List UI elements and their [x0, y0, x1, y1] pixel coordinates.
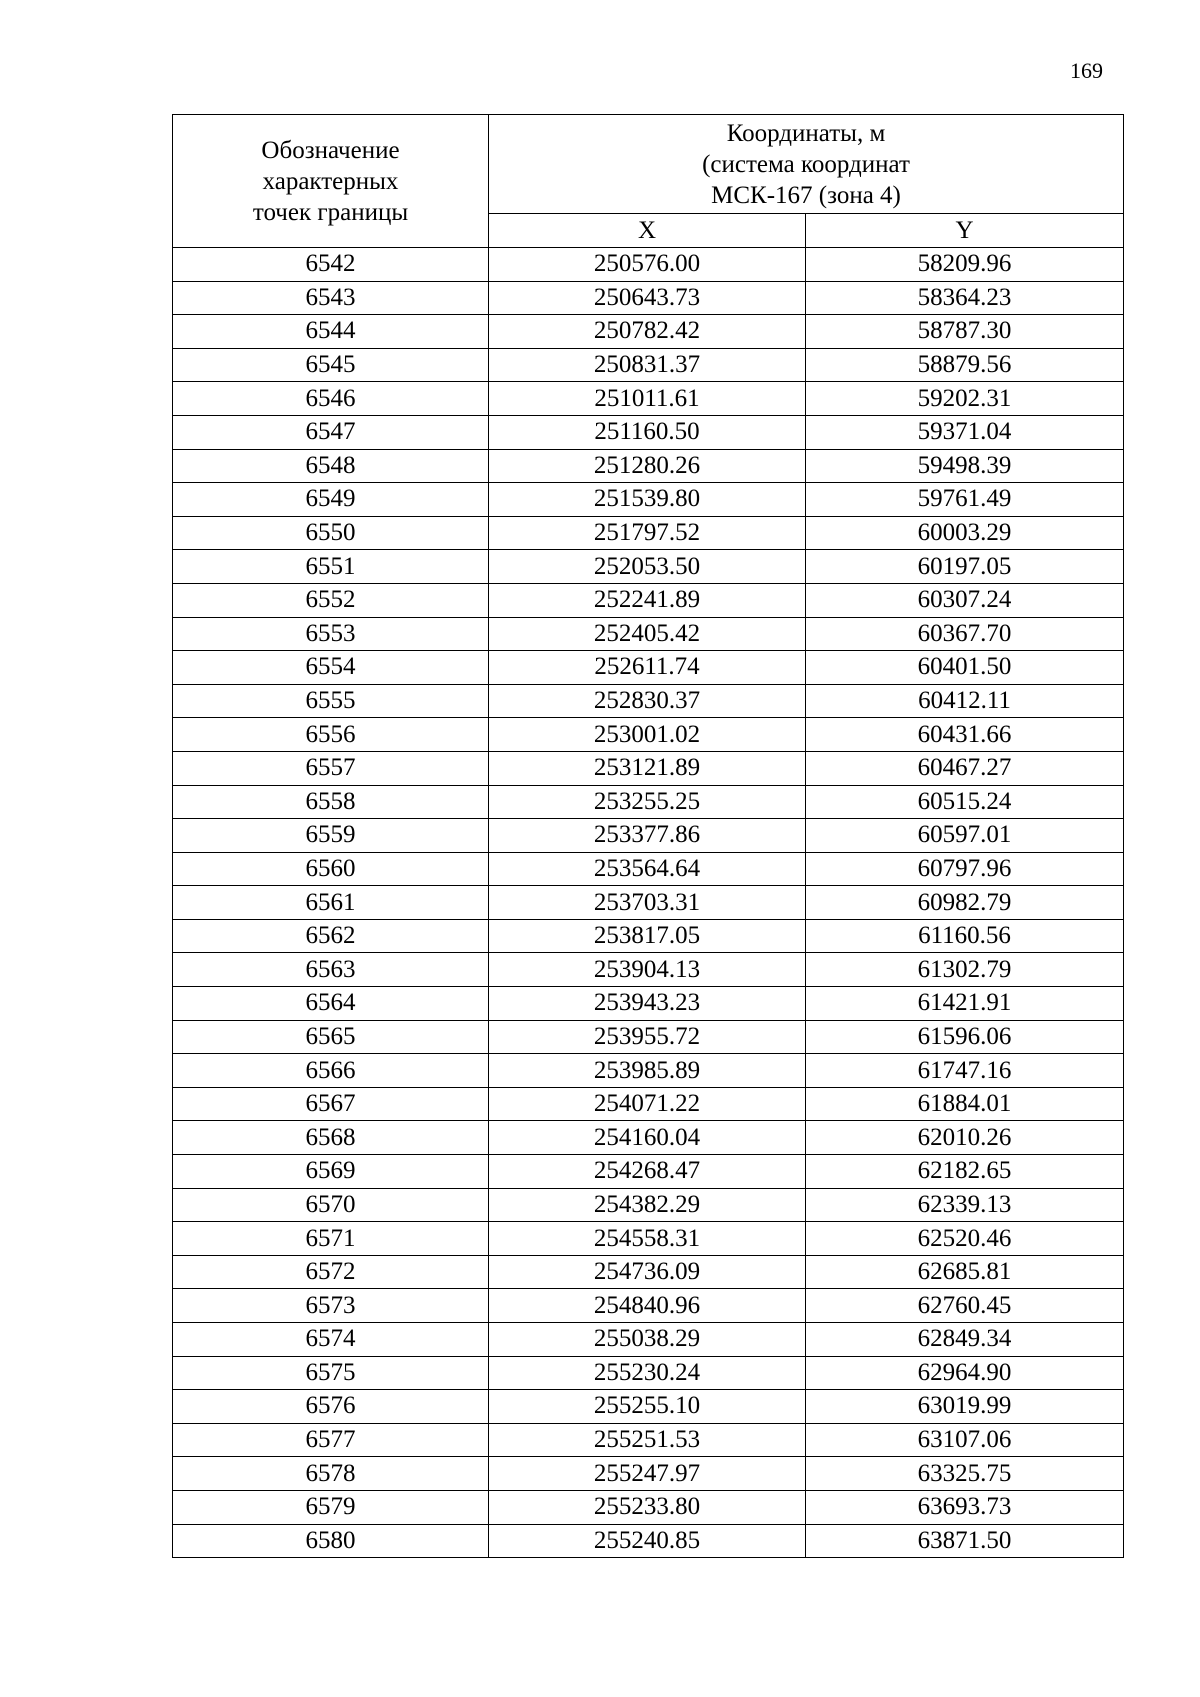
- table-row: [173, 684, 1124, 718]
- y-coordinate-cell: 60412.11: [806, 684, 1124, 718]
- point-id-cell: 6580: [173, 1524, 489, 1558]
- table-row: [173, 1423, 1124, 1457]
- point-id-cell: 6563: [173, 953, 489, 987]
- table-row: [173, 1323, 1124, 1357]
- y-coordinate-cell: 62685.81: [806, 1255, 1124, 1289]
- coordinates-group-header: [489, 115, 1124, 214]
- x-coordinate-cell: 253985.89: [489, 1054, 806, 1088]
- y-coordinate-cell: 60597.01: [806, 819, 1124, 853]
- y-coordinate-cell: 62760.45: [806, 1289, 1124, 1323]
- y-coordinate-cell: 58879.56: [806, 348, 1124, 382]
- x-coordinate-cell: 250643.73: [489, 281, 806, 315]
- table-row: [173, 248, 1124, 282]
- coords-header-line-1: Координаты, м: [726, 119, 886, 147]
- point-header-line-1: Обозначение: [261, 136, 400, 164]
- y-coordinate-cell: 62182.65: [806, 1155, 1124, 1189]
- x-coordinate-cell: 252611.74: [489, 651, 806, 685]
- x-coordinate-cell: 254382.29: [489, 1188, 806, 1222]
- y-coordinate-cell: 61421.91: [806, 987, 1124, 1021]
- point-id-cell: 6550: [173, 516, 489, 550]
- point-id-cell: 6542: [173, 248, 489, 282]
- x-coordinate-cell: 253255.25: [489, 785, 806, 819]
- point-id-cell: 6565: [173, 1020, 489, 1054]
- point-id-cell: 6556: [173, 718, 489, 752]
- table-row: [173, 315, 1124, 349]
- y-coordinate-cell: 62849.34: [806, 1323, 1124, 1357]
- point-id-cell: 6548: [173, 449, 489, 483]
- point-id-cell: 6574: [173, 1323, 489, 1357]
- x-coordinate-cell: 253904.13: [489, 953, 806, 987]
- table-row: [173, 348, 1124, 382]
- table-row: [173, 987, 1124, 1021]
- table-row: [173, 1222, 1124, 1256]
- point-id-cell: 6552: [173, 583, 489, 617]
- point-id-cell: 6562: [173, 919, 489, 953]
- point-id-cell: 6573: [173, 1289, 489, 1323]
- point-designation-header: [173, 115, 489, 248]
- x-coordinate-cell: 255240.85: [489, 1524, 806, 1558]
- table-row: [173, 953, 1124, 987]
- point-id-cell: 6554: [173, 651, 489, 685]
- x-coordinate-cell: 250831.37: [489, 348, 806, 382]
- x-coordinate-cell: 254558.31: [489, 1222, 806, 1256]
- y-coordinate-cell: 63107.06: [806, 1423, 1124, 1457]
- table-row: [173, 483, 1124, 517]
- point-id-cell: 6570: [173, 1188, 489, 1222]
- y-coordinate-cell: 60515.24: [806, 785, 1124, 819]
- x-coordinate-cell: 254840.96: [489, 1289, 806, 1323]
- x-coordinate-cell: 255251.53: [489, 1423, 806, 1457]
- table-row: [173, 1188, 1124, 1222]
- table-row: [173, 651, 1124, 685]
- point-header-line-3: точек границы: [252, 198, 409, 226]
- table-row: [173, 1121, 1124, 1155]
- table-row: [173, 1457, 1124, 1491]
- y-coordinate-cell: 61160.56: [806, 919, 1124, 953]
- x-coordinate-cell: 253564.64: [489, 852, 806, 886]
- point-id-cell: 6549: [173, 483, 489, 517]
- point-id-cell: 6559: [173, 819, 489, 853]
- y-coordinate-cell: 61884.01: [806, 1087, 1124, 1121]
- y-coordinate-cell: 59371.04: [806, 415, 1124, 449]
- x-coordinate-cell: 251160.50: [489, 415, 806, 449]
- y-coordinate-cell: 60797.96: [806, 852, 1124, 886]
- coords-header-line-3: МСК-167 (зона 4): [711, 181, 901, 209]
- table-row: [173, 281, 1124, 315]
- point-id-cell: 6561: [173, 886, 489, 920]
- table-row: [173, 1289, 1124, 1323]
- table-row: [173, 449, 1124, 483]
- point-id-cell: 6543: [173, 281, 489, 315]
- x-coordinate-cell: 255255.10: [489, 1390, 806, 1424]
- x-coordinate-cell: 251011.61: [489, 382, 806, 416]
- y-coordinate-cell: 63325.75: [806, 1457, 1124, 1491]
- x-coordinate-cell: 252241.89: [489, 583, 806, 617]
- coords-header-line-2: (система координат: [702, 150, 910, 178]
- point-id-cell: 6566: [173, 1054, 489, 1088]
- table-row: [173, 886, 1124, 920]
- y-column-header: Y: [806, 214, 1124, 248]
- table-row: [173, 1054, 1124, 1088]
- x-coordinate-cell: 253377.86: [489, 819, 806, 853]
- y-coordinate-cell: 60197.05: [806, 550, 1124, 584]
- x-coordinate-cell: 253703.31: [489, 886, 806, 920]
- table-row: [173, 1155, 1124, 1189]
- point-id-cell: 6576: [173, 1390, 489, 1424]
- point-id-cell: 6560: [173, 852, 489, 886]
- point-id-cell: 6569: [173, 1155, 489, 1189]
- x-coordinate-cell: 251797.52: [489, 516, 806, 550]
- table-row: [173, 1255, 1124, 1289]
- table-row: [173, 1087, 1124, 1121]
- x-coordinate-cell: 251280.26: [489, 449, 806, 483]
- point-id-cell: 6578: [173, 1457, 489, 1491]
- y-coordinate-cell: 59498.39: [806, 449, 1124, 483]
- y-coordinate-cell: 58209.96: [806, 248, 1124, 282]
- table-row: [173, 718, 1124, 752]
- y-coordinate-cell: 59202.31: [806, 382, 1124, 416]
- point-id-cell: 6577: [173, 1423, 489, 1457]
- x-coordinate-cell: 255247.97: [489, 1457, 806, 1491]
- table-row: [173, 1524, 1124, 1558]
- x-coordinate-cell: 253955.72: [489, 1020, 806, 1054]
- y-coordinate-cell: 62010.26: [806, 1121, 1124, 1155]
- point-id-cell: 6553: [173, 617, 489, 651]
- point-id-cell: 6571: [173, 1222, 489, 1256]
- y-coordinate-cell: 60401.50: [806, 651, 1124, 685]
- y-coordinate-cell: 60307.24: [806, 583, 1124, 617]
- x-coordinate-cell: 252405.42: [489, 617, 806, 651]
- table-row: [173, 583, 1124, 617]
- y-coordinate-cell: 60431.66: [806, 718, 1124, 752]
- y-coordinate-cell: 61747.16: [806, 1054, 1124, 1088]
- y-coordinate-cell: 60467.27: [806, 751, 1124, 785]
- y-coordinate-cell: 62964.90: [806, 1356, 1124, 1390]
- point-id-cell: 6545: [173, 348, 489, 382]
- x-coordinate-cell: 255233.80: [489, 1490, 806, 1524]
- table-row: [173, 1020, 1124, 1054]
- table-row: [173, 1390, 1124, 1424]
- y-coordinate-cell: 62520.46: [806, 1222, 1124, 1256]
- x-coordinate-cell: 252053.50: [489, 550, 806, 584]
- x-coordinate-cell: 253943.23: [489, 987, 806, 1021]
- table-row: [173, 550, 1124, 584]
- point-id-cell: 6546: [173, 382, 489, 416]
- table-row: [173, 919, 1124, 953]
- x-coordinate-cell: 254736.09: [489, 1255, 806, 1289]
- point-id-cell: 6558: [173, 785, 489, 819]
- y-coordinate-cell: 60003.29: [806, 516, 1124, 550]
- table-row: [173, 751, 1124, 785]
- table-header-row: [173, 115, 1124, 214]
- point-id-cell: 6567: [173, 1087, 489, 1121]
- point-id-cell: 6547: [173, 415, 489, 449]
- x-coordinate-cell: 250782.42: [489, 315, 806, 349]
- x-coordinate-cell: 253001.02: [489, 718, 806, 752]
- point-id-cell: 6564: [173, 987, 489, 1021]
- x-coordinate-cell: 254071.22: [489, 1087, 806, 1121]
- point-id-cell: 6568: [173, 1121, 489, 1155]
- x-coordinate-cell: 255038.29: [489, 1323, 806, 1357]
- point-id-cell: 6575: [173, 1356, 489, 1390]
- point-id-cell: 6544: [173, 315, 489, 349]
- y-coordinate-cell: 62339.13: [806, 1188, 1124, 1222]
- table-row: [173, 1490, 1124, 1524]
- coordinates-table: [172, 114, 1124, 1558]
- x-coordinate-cell: 255230.24: [489, 1356, 806, 1390]
- point-id-cell: 6572: [173, 1255, 489, 1289]
- point-id-cell: 6579: [173, 1490, 489, 1524]
- y-coordinate-cell: 58364.23: [806, 281, 1124, 315]
- x-coordinate-cell: 250576.00: [489, 248, 806, 282]
- y-coordinate-cell: 63693.73: [806, 1490, 1124, 1524]
- y-coordinate-cell: 61302.79: [806, 953, 1124, 987]
- page-number: 169: [1070, 58, 1103, 83]
- point-id-cell: 6551: [173, 550, 489, 584]
- x-coordinate-cell: 254160.04: [489, 1121, 806, 1155]
- y-coordinate-cell: 60367.70: [806, 617, 1124, 651]
- y-coordinate-cell: 60982.79: [806, 886, 1124, 920]
- y-coordinate-cell: 61596.06: [806, 1020, 1124, 1054]
- y-coordinate-cell: 63871.50: [806, 1524, 1124, 1558]
- table-row: [173, 785, 1124, 819]
- table-row: [173, 819, 1124, 853]
- table-row: [173, 415, 1124, 449]
- x-coordinate-cell: 253121.89: [489, 751, 806, 785]
- x-coordinate-cell: 252830.37: [489, 684, 806, 718]
- x-coordinate-cell: 253817.05: [489, 919, 806, 953]
- point-id-cell: 6555: [173, 684, 489, 718]
- x-coordinate-cell: 254268.47: [489, 1155, 806, 1189]
- table-row: [173, 617, 1124, 651]
- x-column-header: X: [489, 214, 806, 248]
- table-body: [173, 248, 1124, 1558]
- point-id-cell: 6557: [173, 751, 489, 785]
- x-coordinate-cell: 251539.80: [489, 483, 806, 517]
- table-row: [173, 382, 1124, 416]
- table-row: [173, 1356, 1124, 1390]
- table-row: [173, 516, 1124, 550]
- y-coordinate-cell: 59761.49: [806, 483, 1124, 517]
- y-coordinate-cell: 63019.99: [806, 1390, 1124, 1424]
- table-row: [173, 852, 1124, 886]
- point-header-line-2: характерных: [262, 167, 399, 195]
- y-coordinate-cell: 58787.30: [806, 315, 1124, 349]
